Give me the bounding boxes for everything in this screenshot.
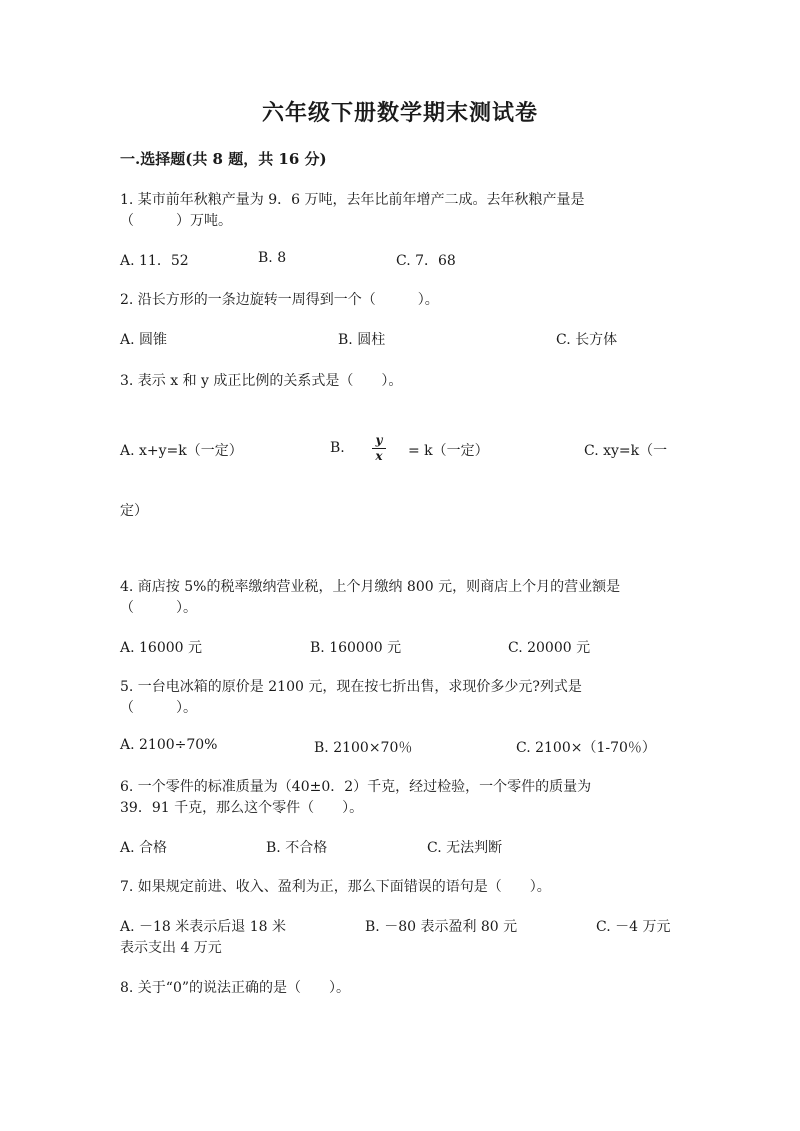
- q2-stem: 2. 沿长方形的一条边旋转一周得到一个（ ）。: [120, 292, 439, 308]
- q3-option-b-label: B.: [330, 440, 345, 456]
- q3-option-a: A. x+y=k（一定）: [120, 443, 243, 459]
- fraction-numerator: y: [375, 433, 383, 447]
- q6-stem-line2: 39．91 千克，那么这个零件（ ）。: [120, 800, 364, 816]
- q4-stem-line2: （ ）。: [120, 600, 197, 616]
- q3-option-c-wrap: 定）: [120, 503, 148, 519]
- q4-stem-line1: 4. 商店按 5%的税率缴纳营业税，上个月缴纳 800 元，则商店上个月的营业额是: [120, 579, 621, 595]
- q5-option-b: B. 2100×70％: [314, 740, 413, 756]
- q8-stem: 8. 关于“0”的说法正确的是（ ）。: [120, 980, 351, 996]
- page-title: 六年级下册数学期末测试卷: [261, 100, 538, 126]
- q5-option-c: C. 2100×（1-70％）: [516, 740, 656, 756]
- q1-option-a: A. 11．52: [120, 253, 189, 269]
- q6-option-a: A. 合格: [120, 840, 168, 856]
- q1-stem-line1: 1. 某市前年秋粮产量为 9．6 万吨，去年比前年增产二成。去年秋粮产量是: [120, 192, 585, 208]
- q7-option-b: B. －80 表示盈利 80 元: [365, 919, 518, 935]
- q7-stem: 7. 如果规定前进、收入、盈利为正，那么下面错误的语句是（ ）。: [120, 879, 551, 895]
- q3-option-b-rest: = k（一定）: [408, 443, 489, 459]
- q6-option-b: B. 不合格: [266, 840, 328, 856]
- q7-option-c-wrap: 表示支出 4 万元: [120, 940, 222, 956]
- q3-option-c: C. xy=k（一: [584, 443, 668, 459]
- q5-option-a: A. 2100÷70%: [120, 737, 218, 753]
- q4-option-c: C. 20000 元: [508, 640, 591, 656]
- q1-option-b: B. 8: [258, 250, 287, 266]
- q1-option-c: C. 7．68: [396, 253, 456, 269]
- q3-fraction-y-over-x: [372, 434, 386, 463]
- q2-option-c: C. 长方体: [556, 332, 618, 348]
- q5-stem-line2: （ ）。: [120, 700, 197, 716]
- q6-stem-line1: 6. 一个零件的标准质量为（40±0．2）千克，经过检验，一个零件的质量为: [120, 779, 592, 795]
- q2-option-b: B. 圆柱: [338, 332, 386, 348]
- q4-option-a: A. 16000 元: [120, 640, 202, 656]
- fraction-denominator: x: [375, 449, 383, 463]
- q7-option-c: C. －4 万元: [596, 919, 671, 935]
- q3-stem: 3. 表示 x 和 y 成正比例的关系式是（ ）。: [120, 373, 403, 389]
- q5-stem-line1: 5. 一台电冰箱的原价是 2100 元，现在按七折出售，求现价多少元?列式是: [120, 679, 582, 695]
- q6-option-c: C. 无法判断: [427, 840, 503, 856]
- q7-option-a: A. －18 米表示后退 18 米: [120, 919, 286, 935]
- q1-stem-line2: （ ）万吨。: [120, 213, 232, 229]
- section-heading: 一.选择题(共 8 题，共 16 分): [120, 150, 327, 168]
- q4-option-b: B. 160000 元: [310, 640, 402, 656]
- q2-option-a: A. 圆锥: [120, 332, 168, 348]
